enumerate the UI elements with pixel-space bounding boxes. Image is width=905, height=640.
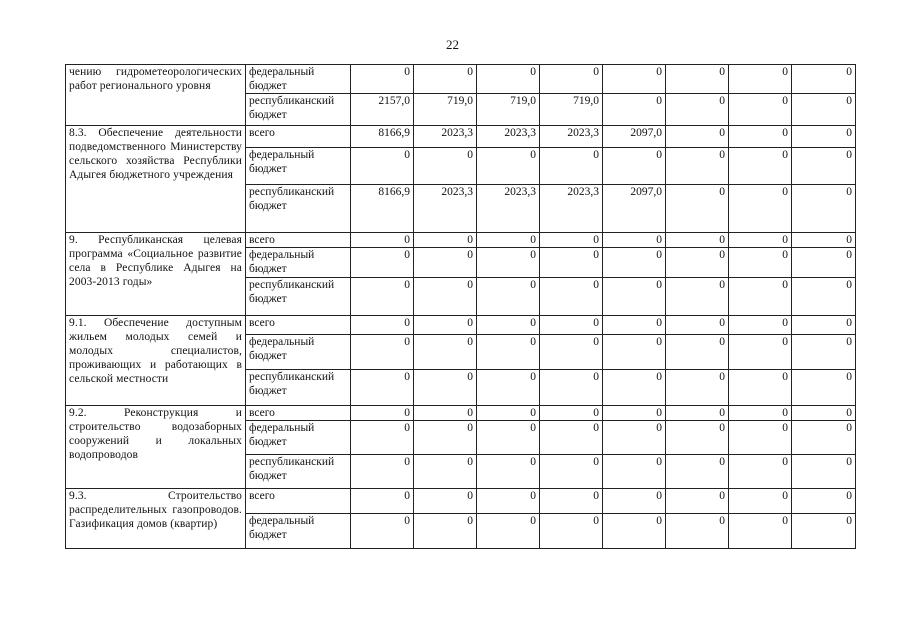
budget-table xyxy=(65,64,856,549)
value-cell: 0 xyxy=(477,148,540,185)
row-description: чению гидрометеорологических работ регионального уровня xyxy=(66,65,246,126)
value-cell: 0 xyxy=(414,335,477,370)
row-description: 8.3. Обеспечение деятельности подведомственного Министерству сельского хозяйства Республики Адыгея бюджетного учреждения xyxy=(66,126,246,233)
value-cell: 0 xyxy=(792,248,856,278)
value-cell: 0 xyxy=(414,65,477,94)
value-cell: 0 xyxy=(729,233,792,248)
value-cell: 0 xyxy=(729,126,792,148)
value-cell: 0 xyxy=(666,455,729,489)
value-cell: 0 xyxy=(351,316,414,335)
value-cell: 0 xyxy=(414,278,477,316)
value-cell: 2097,0 xyxy=(603,185,666,233)
value-cell: 0 xyxy=(540,455,603,489)
value-cell: 0 xyxy=(666,370,729,406)
value-cell: 0 xyxy=(729,406,792,421)
value-cell: 0 xyxy=(666,65,729,94)
value-cell: 0 xyxy=(729,514,792,549)
value-cell: 2023,3 xyxy=(477,126,540,148)
value-cell: 0 xyxy=(414,489,477,514)
value-cell: 0 xyxy=(414,248,477,278)
value-cell: 0 xyxy=(540,335,603,370)
value-cell: 0 xyxy=(729,455,792,489)
value-cell: 2023,3 xyxy=(477,185,540,233)
funding-source: федеральный бюджет xyxy=(246,248,351,278)
table-row xyxy=(66,316,856,335)
value-cell: 0 xyxy=(603,421,666,455)
value-cell: 0 xyxy=(351,65,414,94)
value-cell: 0 xyxy=(666,126,729,148)
funding-source: федеральный бюджет xyxy=(246,148,351,185)
value-cell: 0 xyxy=(414,406,477,421)
value-cell: 0 xyxy=(666,489,729,514)
row-description: 9. Республиканская целевая программа «Социальное развитие села в Республике Адыгея на 2003-2013 годы» xyxy=(66,233,246,316)
value-cell: 0 xyxy=(477,65,540,94)
value-cell: 0 xyxy=(666,94,729,126)
value-cell: 719,0 xyxy=(477,94,540,126)
row-description: 9.3. Строительство распределительных газопроводов. Газификация домов (квартир) xyxy=(66,489,246,549)
value-cell: 0 xyxy=(792,335,856,370)
value-cell: 0 xyxy=(351,278,414,316)
value-cell: 0 xyxy=(540,65,603,94)
value-cell: 0 xyxy=(603,65,666,94)
table-row xyxy=(66,406,856,421)
value-cell: 0 xyxy=(729,489,792,514)
value-cell: 0 xyxy=(540,233,603,248)
value-cell: 0 xyxy=(414,455,477,489)
value-cell: 0 xyxy=(477,248,540,278)
funding-source: республиканский бюджет xyxy=(246,94,351,126)
value-cell: 0 xyxy=(729,94,792,126)
value-cell: 0 xyxy=(351,248,414,278)
value-cell: 0 xyxy=(540,316,603,335)
value-cell: 2023,3 xyxy=(414,126,477,148)
value-cell: 0 xyxy=(414,370,477,406)
table-row xyxy=(66,126,856,148)
value-cell: 0 xyxy=(729,370,792,406)
funding-source: федеральный бюджет xyxy=(246,514,351,549)
value-cell: 0 xyxy=(540,489,603,514)
value-cell: 0 xyxy=(351,233,414,248)
value-cell: 0 xyxy=(729,335,792,370)
value-cell: 0 xyxy=(603,278,666,316)
funding-source: всего xyxy=(246,406,351,421)
value-cell: 0 xyxy=(792,185,856,233)
value-cell: 0 xyxy=(792,370,856,406)
value-cell: 0 xyxy=(477,316,540,335)
value-cell: 0 xyxy=(666,406,729,421)
value-cell: 0 xyxy=(603,233,666,248)
value-cell: 0 xyxy=(351,489,414,514)
funding-source: федеральный бюджет xyxy=(246,65,351,94)
value-cell: 0 xyxy=(792,126,856,148)
value-cell: 0 xyxy=(414,233,477,248)
value-cell: 0 xyxy=(666,233,729,248)
value-cell: 0 xyxy=(477,406,540,421)
value-cell: 0 xyxy=(603,514,666,549)
value-cell: 0 xyxy=(414,316,477,335)
value-cell: 0 xyxy=(666,514,729,549)
value-cell: 719,0 xyxy=(414,94,477,126)
value-cell: 0 xyxy=(351,455,414,489)
value-cell: 0 xyxy=(603,148,666,185)
row-description: 9.2. Реконструкция и строительство водозаборных сооружений и локальных водопроводов xyxy=(66,406,246,489)
value-cell: 8166,9 xyxy=(351,126,414,148)
funding-source: всего xyxy=(246,316,351,335)
funding-source: федеральный бюджет xyxy=(246,335,351,370)
value-cell: 2097,0 xyxy=(603,126,666,148)
value-cell: 0 xyxy=(666,248,729,278)
value-cell: 0 xyxy=(666,185,729,233)
value-cell: 0 xyxy=(792,94,856,126)
value-cell: 0 xyxy=(603,316,666,335)
value-cell: 0 xyxy=(540,278,603,316)
table-row xyxy=(66,489,856,514)
value-cell: 0 xyxy=(792,65,856,94)
value-cell: 0 xyxy=(729,65,792,94)
funding-source: всего xyxy=(246,233,351,248)
value-cell: 0 xyxy=(477,370,540,406)
value-cell: 0 xyxy=(603,94,666,126)
value-cell: 719,0 xyxy=(540,94,603,126)
value-cell: 0 xyxy=(792,406,856,421)
value-cell: 0 xyxy=(603,335,666,370)
value-cell: 0 xyxy=(540,514,603,549)
value-cell: 2023,3 xyxy=(540,185,603,233)
value-cell: 0 xyxy=(351,148,414,185)
value-cell: 0 xyxy=(666,278,729,316)
value-cell: 2023,3 xyxy=(414,185,477,233)
row-description: 9.1. Обеспечение доступным жильем молодых семей и молодых специалистов, проживающих и работающих в сельской местности xyxy=(66,316,246,406)
value-cell: 0 xyxy=(540,148,603,185)
value-cell: 0 xyxy=(351,421,414,455)
value-cell: 0 xyxy=(792,514,856,549)
value-cell: 0 xyxy=(603,455,666,489)
value-cell: 0 xyxy=(792,489,856,514)
value-cell: 0 xyxy=(540,421,603,455)
value-cell: 0 xyxy=(792,233,856,248)
value-cell: 0 xyxy=(477,335,540,370)
value-cell: 0 xyxy=(603,489,666,514)
value-cell: 0 xyxy=(666,421,729,455)
value-cell: 0 xyxy=(414,421,477,455)
value-cell: 0 xyxy=(414,514,477,549)
value-cell: 0 xyxy=(477,455,540,489)
table-row xyxy=(66,65,856,94)
budget-table-body xyxy=(66,65,856,549)
funding-source: всего xyxy=(246,126,351,148)
funding-source: республиканский бюджет xyxy=(246,370,351,406)
value-cell: 0 xyxy=(351,335,414,370)
value-cell: 0 xyxy=(351,370,414,406)
value-cell: 0 xyxy=(729,316,792,335)
value-cell: 0 xyxy=(729,248,792,278)
funding-source: всего xyxy=(246,489,351,514)
value-cell: 0 xyxy=(729,148,792,185)
page-number: 22 xyxy=(446,37,459,52)
value-cell: 0 xyxy=(792,316,856,335)
funding-source: республиканский бюджет xyxy=(246,455,351,489)
value-cell: 0 xyxy=(351,406,414,421)
value-cell: 0 xyxy=(729,278,792,316)
funding-source: республиканский бюджет xyxy=(246,278,351,316)
value-cell: 0 xyxy=(477,514,540,549)
value-cell: 0 xyxy=(603,406,666,421)
value-cell: 0 xyxy=(729,185,792,233)
value-cell: 0 xyxy=(666,335,729,370)
value-cell: 0 xyxy=(603,370,666,406)
funding-source: республиканский бюджет xyxy=(246,185,351,233)
value-cell: 0 xyxy=(666,316,729,335)
value-cell: 0 xyxy=(351,514,414,549)
value-cell: 2023,3 xyxy=(540,126,603,148)
value-cell: 2157,0 xyxy=(351,94,414,126)
value-cell: 8166,9 xyxy=(351,185,414,233)
funding-source: федеральный бюджет xyxy=(246,421,351,455)
value-cell: 0 xyxy=(792,148,856,185)
value-cell: 0 xyxy=(477,233,540,248)
value-cell: 0 xyxy=(540,248,603,278)
value-cell: 0 xyxy=(792,455,856,489)
value-cell: 0 xyxy=(477,489,540,514)
value-cell: 0 xyxy=(540,406,603,421)
value-cell: 0 xyxy=(540,370,603,406)
table-row xyxy=(66,233,856,248)
value-cell: 0 xyxy=(729,421,792,455)
value-cell: 0 xyxy=(792,421,856,455)
value-cell: 0 xyxy=(477,278,540,316)
value-cell: 0 xyxy=(792,278,856,316)
value-cell: 0 xyxy=(477,421,540,455)
value-cell: 0 xyxy=(666,148,729,185)
value-cell: 0 xyxy=(414,148,477,185)
value-cell: 0 xyxy=(603,248,666,278)
